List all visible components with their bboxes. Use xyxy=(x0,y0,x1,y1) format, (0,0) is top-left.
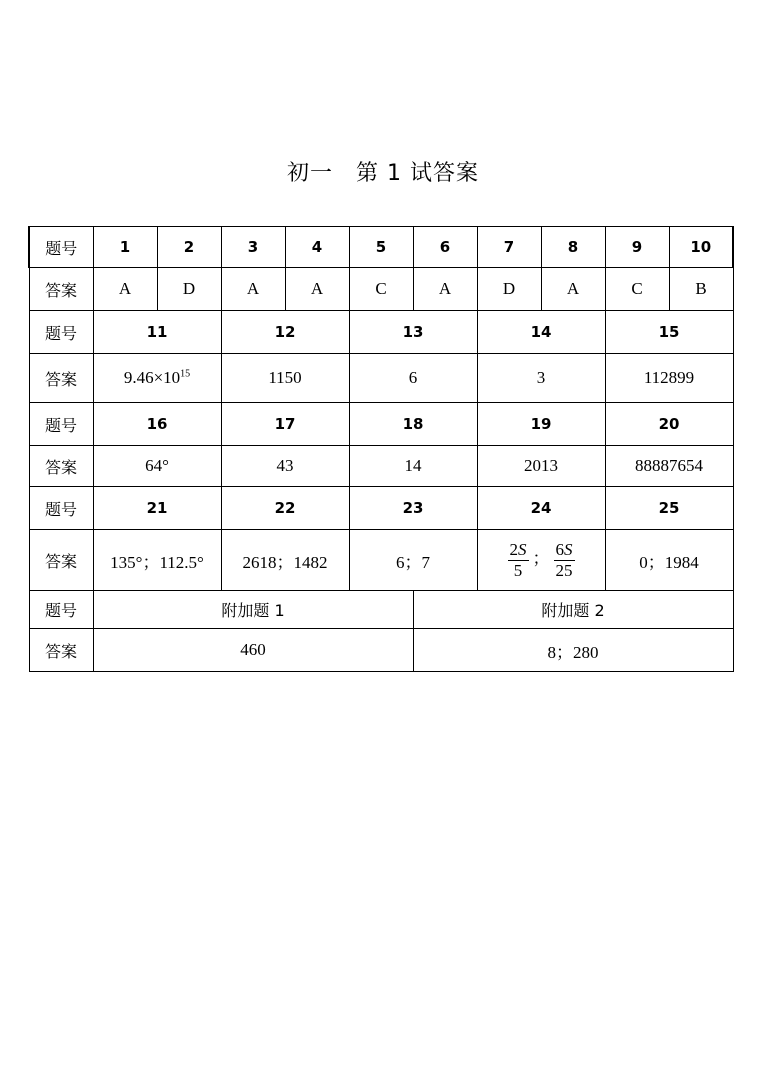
question-number: 23 xyxy=(349,487,477,530)
table-row xyxy=(29,311,733,354)
answer-cell: 0；1984 xyxy=(605,530,733,591)
question-number: 9 xyxy=(605,227,669,268)
answer-cell: C xyxy=(349,268,413,311)
question-number: 24 xyxy=(477,487,605,530)
answer-cell: 43 xyxy=(221,446,349,487)
question-number: 7 xyxy=(477,227,541,268)
answer-cell: 8；280 xyxy=(413,629,733,672)
answer-table xyxy=(28,226,734,672)
question-number: 13 xyxy=(349,311,477,354)
question-number: 18 xyxy=(349,403,477,446)
answer-cell: D xyxy=(477,268,541,311)
answer-cell: D xyxy=(157,268,221,311)
row-label: 题号 xyxy=(29,591,93,629)
answer-cell: 6；7 xyxy=(349,530,477,591)
question-number: 17 xyxy=(221,403,349,446)
answer-cell: A xyxy=(285,268,349,311)
answer-cell: 112899 xyxy=(605,354,733,403)
table-row xyxy=(29,268,733,311)
row-label: 答案 xyxy=(29,268,93,311)
table-row xyxy=(29,591,733,629)
row-label: 答案 xyxy=(29,629,93,672)
answer-cell: 2013 xyxy=(477,446,605,487)
question-number: 1 xyxy=(93,227,157,268)
row-label: 题号 xyxy=(29,487,93,530)
question-number: 8 xyxy=(541,227,605,268)
question-number: 14 xyxy=(477,311,605,354)
question-number: 3 xyxy=(221,227,285,268)
table-row xyxy=(29,629,733,672)
question-number: 2 xyxy=(157,227,221,268)
question-number: 21 xyxy=(93,487,221,530)
question-number: 22 xyxy=(221,487,349,530)
answer-cell: $\frac{2S}{5}$ ； $\frac{6S}{25}$ xyxy=(477,530,605,591)
question-number: 11 xyxy=(93,311,221,354)
row-label: 答案 xyxy=(29,446,93,487)
table-row xyxy=(29,354,733,403)
answer-cell: 460 xyxy=(93,629,413,672)
answer-cell: 14 xyxy=(349,446,477,487)
question-number: 6 xyxy=(413,227,477,268)
table-row xyxy=(29,446,733,487)
row-label: 题号 xyxy=(29,403,93,446)
question-number: 12 xyxy=(221,311,349,354)
answer-cell: 6 xyxy=(349,354,477,403)
row-label: 答案 xyxy=(29,354,93,403)
fraction: $\frac{2S}{5}$ xyxy=(509,539,527,580)
question-number: 16 xyxy=(93,403,221,446)
answer-cell: A xyxy=(221,268,285,311)
answer-cell: A xyxy=(541,268,605,311)
table-row xyxy=(29,530,733,591)
table-row xyxy=(29,487,733,530)
fraction: $\frac{6S}{25}$ xyxy=(555,539,573,580)
answer-cell: B xyxy=(669,268,733,311)
page-title: 初一 第 1 试答案 xyxy=(287,161,479,186)
table-row xyxy=(29,403,733,446)
table-row xyxy=(29,227,733,268)
answer-cell: A xyxy=(413,268,477,311)
question-number: 4 xyxy=(285,227,349,268)
question-number: 20 xyxy=(605,403,733,446)
question-number: 10 xyxy=(669,227,733,268)
question-number: 19 xyxy=(477,403,605,446)
answer-cell: 64° xyxy=(93,446,221,487)
row-label: 题号 xyxy=(29,227,93,268)
answer-cell: 3 xyxy=(477,354,605,403)
question-number: 15 xyxy=(605,311,733,354)
bonus-question-label: 附加题 1 xyxy=(93,591,413,629)
bonus-question-label: 附加题 2 xyxy=(413,591,733,629)
answer-cell: A xyxy=(93,268,157,311)
row-label: 题号 xyxy=(29,311,93,354)
answer-cell: C xyxy=(605,268,669,311)
answer-cell: 88887654 xyxy=(605,446,733,487)
row-label: 答案 xyxy=(29,530,93,591)
answer-cell: 135°；112.5° xyxy=(93,530,221,591)
answer-cell: 1150 xyxy=(221,354,349,403)
answer-cell: $9.46\times 10^{15}$ xyxy=(93,354,221,403)
answer-cell: 2618；1482 xyxy=(221,530,349,591)
question-number: 5 xyxy=(349,227,413,268)
question-number: 25 xyxy=(605,487,733,530)
